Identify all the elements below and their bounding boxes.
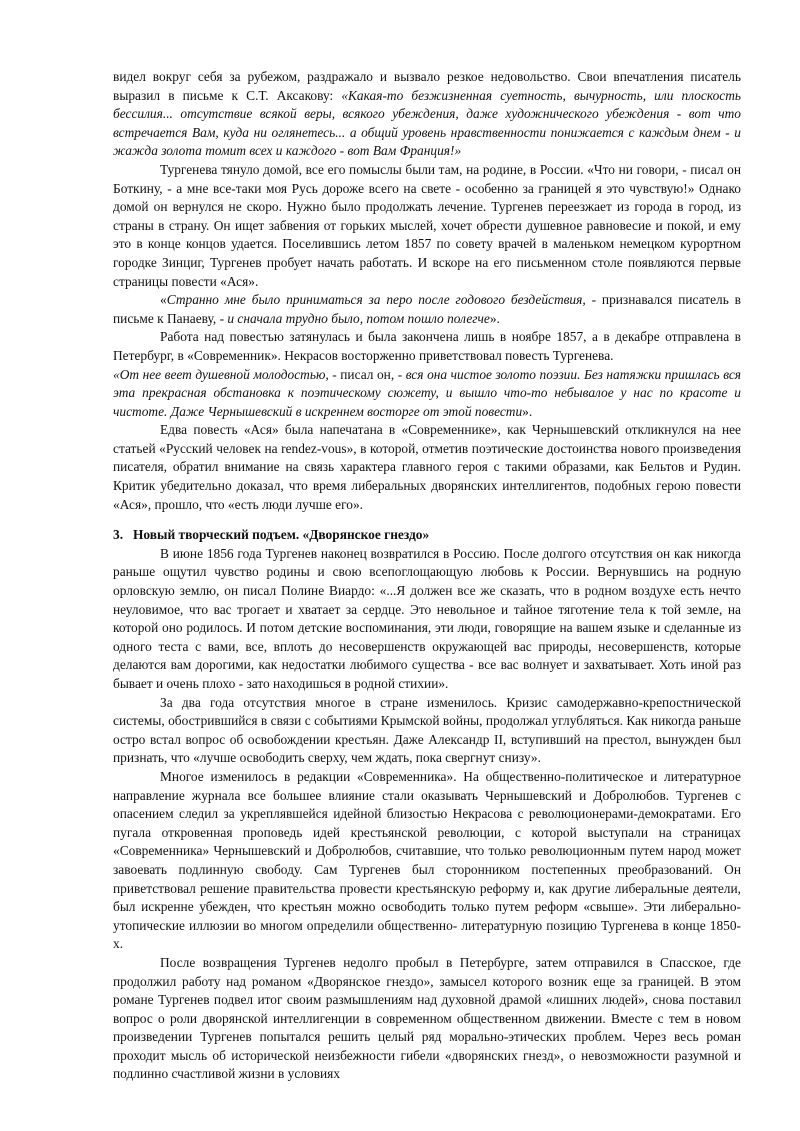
section-gap: [113, 514, 741, 526]
quote-run: и сначала трудно было, потом пошло полегче: [227, 310, 490, 326]
quote-run: Странно мне было приниматься за перо после годового бездействия,: [166, 292, 586, 308]
text-run: Многое изменилось в редакции «Современника». На общественно-политическое и литературное направление журнала все большее влияние стали оказывать Чернышевский и Добролюбов. Тургенев с опасением следил за укреплявшейся идейной близостью Некрасова с революционерами-демократами. Его пугала откровенная проповедь идей крестьянской революции, с которой выступали на страницах «Современника» Чернышевский и Добролюбов, считавшие, что только революционным путем народ может завоевать подлинную свободу. Сам Тургенев был сторонником постепенных преобразований. Он приветствовал решение правительства провести крестьянскую реформу и, как другие либеральные деятели, был искренне убежден, что крестьян можно освободить только путем реформ «свыше». Эти либерально-утопические иллюзии во многом определили общественно- литературную позицию Тургенева в конце 1850-х.: [113, 768, 741, 952]
quote-run: - вся она чистое золото поэзии. Без натяжки пришлась вся эта прекрасная обстановка к поэтическому сюжету, и вышло что-то небывалое у нас по красоте и чистоте. Даже Чернышевский в искреннем восторге от этой повести: [113, 366, 741, 419]
text-run: «: [160, 292, 167, 308]
section-heading: [113, 526, 741, 545]
section-title: Новый творческий подъем. «Дворянское гнездо»: [133, 527, 430, 543]
paragraph: [113, 328, 741, 365]
text-run: - писал он,: [328, 366, 398, 382]
text-run: ».: [489, 310, 500, 326]
text-run: В июне 1856 года Тургенев наконец возвратился в Россию. После долгого отсутствия он как никогда раньше ощутил чувство родины и свою всепоглощающую любовь к России. Вернувшись на родную орловскую землю, он писал Полине Виардо: «...Я должен все же сказать, что в родном воздухе есть нечто неуловимое, что вас трогает и хватает за сердце. Это невольное и тайное тяготение тела к той земле, на которой оно родилось. И потом детские воспоминания, эти люди, говорящие на вашем языке и сделанные из одного теста с вами, все, вплоть до несовершенств окружающей вас природы, несовершенств, которые делаются вам дорогими, как недостатки любимого существа - все вас волнует и захватывает. Хоть иной раз бывает и очень плохо - зато находишься в родной стихии».: [113, 545, 741, 691]
document-page: [113, 68, 741, 1084]
paragraph: [113, 366, 741, 422]
paragraph: [113, 694, 741, 768]
text-run: ».: [522, 403, 533, 419]
text-block-before-heading: [113, 68, 741, 514]
paragraph: [113, 421, 741, 514]
text-run: видел вокруг себя за рубежом, раздражало и вызвало резкое недовольство. Свои впечатления писатель выразил в письме к С.Т. Аксакову:: [113, 69, 741, 103]
paragraph: [113, 545, 741, 694]
paragraph: [113, 291, 741, 328]
paragraph: [113, 161, 741, 291]
text-run: Работа над повестью затянулась и была закончена лишь в ноябре 1857, а в декабре отправлена в Петербург, в «Современник». Некрасов восторженно приветствовал повесть Тургенева.: [113, 329, 741, 363]
quote-run: «От нее веет душевной молодостью,: [113, 366, 329, 382]
paragraph: [113, 68, 741, 161]
section-number: 3.: [113, 527, 124, 543]
text-block-after-heading: [113, 545, 741, 1084]
text-run: После возвращения Тургенев недолго пробыл в Петербурге, затем отправился в Спасское, где продолжил работу над романом «Дворянское гнездо», замысел которого возник еще за границей. В этом романе Тургенев подвел итог своим размышлениям над духовной драмой «лишних людей», снова поставил вопрос о роли дворянской интеллигенции в современном общественном движении. Вместе с тем в новом произведении Тургенев попытался решить целый ряд морально-этических проблем. Через весь роман проходит мысль об исторической неизбежности гибели «дворянских гнезд», о невозможности разумной и подлинно счастливой жизни в условиях: [113, 954, 741, 1082]
text-run: Тургенева тянуло домой, все его помыслы были там, на родине, в России. «Что ни говори, - писал он Боткину, - а мне все-таки моя Русь дороже всего на свете - особенно за границей я это чувствую!» Однако домой он вернулся не скоро. Нужно было продолжать лечение. Тургенев переезжает из города в город, из страны в страну. Он ищет забвения от горьких мыслей, хочет обрести душевное равновесие и покой, и ему это в конце концов удается. Поселившись летом 1857 по совету врачей в маленьком немецком курортном городке Зинциг, Тургенев пробует начать работать. И вскоре на его письменном столе появляются первые страницы повести «Ася».: [113, 161, 741, 289]
paragraph: [113, 768, 741, 954]
quote-run: «Какая-то безжизненная суетность, вычурность, или плоскость бессилия... отсутствие всякой веры, всякого убеждения, даже художнического убеждения - вот что встречается Вам, куда ни оглянетесь... а общий уровень нравственности понижается с каждым днем - и жажда золота томит всех и каждого - вот Вам Франция!»: [113, 87, 741, 159]
text-run: - признавался писатель в письме к Панаеву, -: [113, 292, 742, 326]
text-run: За два года отсутствия многое в стране изменилось. Кризис самодержавно-крепостнической системы, обострившийся в связи с событиями Крымской войны, продолжал углубляться. Как никогда раньше остро встал вопрос об освобождении крестьян. Даже Александр II, вступивший на престол, вынужден был признать, что «лучше освободить сверху, чем ждать, пока свергнут снизу».: [113, 694, 741, 766]
text-run: Едва повесть «Ася» была напечатана в «Современнике», как Чернышевский откликнулся на нее статьей «Русский человек на rendez-vous», в которой, отметив поэтические достоинства нового произведения писателя, обратил внимание на связь характера главного героя с такими образами, как Бельтов и Рудин. Критик убедительно доказал, что время либеральных дворянских интеллигентов, подобных герою повести «Ася», прошло, что «есть люди лучше его».: [113, 422, 741, 512]
paragraph: [113, 954, 741, 1084]
